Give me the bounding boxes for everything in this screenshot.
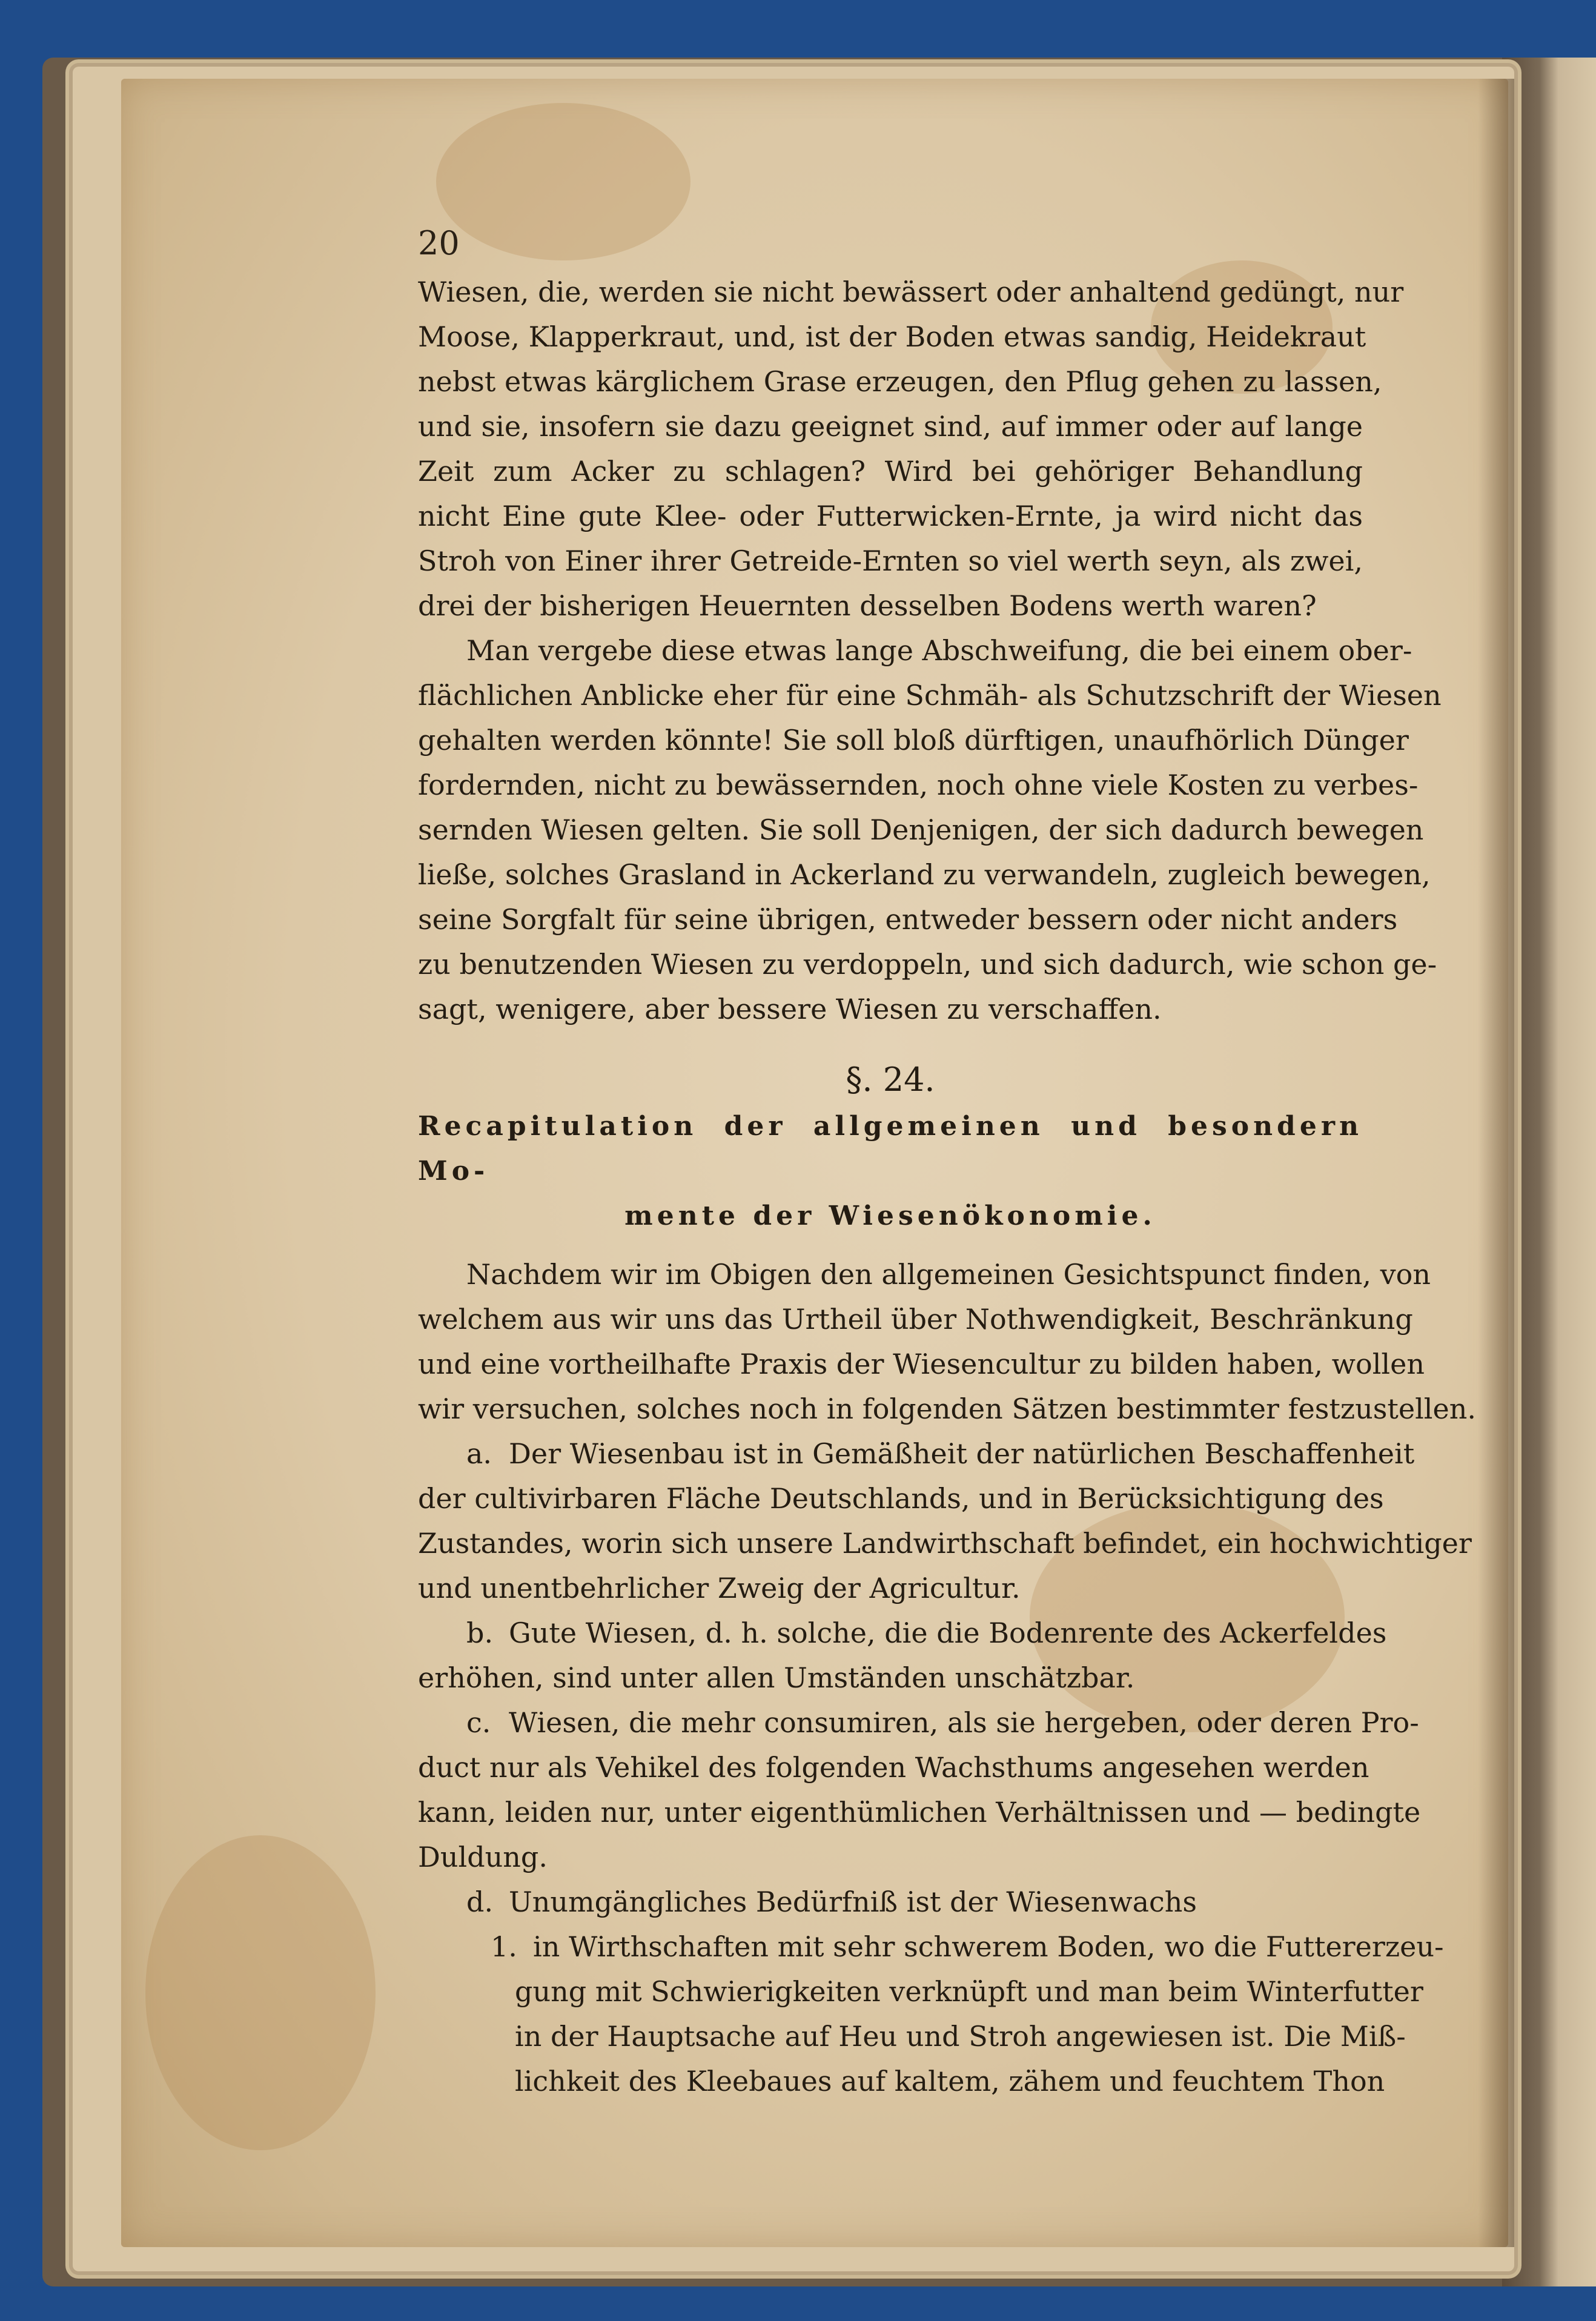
text-line: wir versuchen, solches noch in folgenden Sätzen bestimmter festzustellen. [418,1392,1476,1425]
text-line [418,1700,1419,1745]
list-text: Wiesen, die mehr consumiren, als sie hergeben, oder deren Pro- [509,1706,1419,1739]
list-item-d [418,1879,1363,1924]
text-line: und eine vortheilhafte Praxis der Wiesencultur zu bilden haben, wollen [418,1348,1425,1380]
list-text: Unumgängliches Bedürfniß ist der Wiesenwachs [509,1886,1197,1918]
text-line: lichkeit des Kleebaues auf kaltem, zähem und feuchtem Thon [515,2065,1385,2098]
foxing-stain [145,1835,376,2150]
text-line: erhöhen, sind unter allen Umständen unschätzbar. [418,1661,1135,1694]
foxing-stain [436,103,690,260]
text-line: duct nur als Vehikel des folgenden Wachsthums angesehen werden [418,1751,1369,1784]
page-number: 20 [418,224,460,262]
text-line [418,1879,1363,1924]
text-line: in der Hauptsache auf Heu und Stroh angewiesen ist. Die Miß- [515,2020,1406,2053]
text-line [418,1924,1444,1969]
text-line: nebst etwas kärglichem Grase erzeugen, den Pflug gehen zu lassen, [418,365,1382,398]
paragraph-continuation [418,270,1404,628]
list-label: d. [466,1886,494,1918]
list-text: Gute Wiesen, d. h. solche, die die Bodenrente des Ackerfeldes [509,1617,1387,1649]
text-line: Nachdem wir im Obigen den allgemeinen Gesichtspunct finden, von [466,1258,1431,1291]
text-line: fordernden, nicht zu bewässernden, noch ohne viele Kosten zu verbes- [418,769,1419,801]
text-line: nicht Eine gute Klee- oder Futterwicken-Ernte, ja wird nicht das [418,500,1363,532]
section-title: Recapitulation der allgemeinen und besondern Mo- [418,1111,1363,1187]
text-line: seine Sorgfalt für seine übrigen, entweder bessern oder nicht anders [418,903,1398,936]
text-line: gung mit Schwierigkeiten verknüpft und man beim Winterfutter [515,1975,1423,2008]
text-line: Zustandes, worin sich unsere Landwirthschaft befindet, ein hochwichtiger [418,1527,1472,1560]
text-line: gehalten werden könnte! Sie soll bloß dürftigen, unaufhörlich Dünger [418,724,1409,757]
list-label: 1. [491,1930,517,1963]
facing-page-edge [1502,58,1596,2286]
list-text: in Wirthschaften mit sehr schwerem Boden, wo die Futtererzeu- [533,1930,1444,1963]
text-line: ließe, solches Grasland in Ackerland zu verwandeln, zugleich bewegen, [418,858,1431,891]
paragraph-intro [418,1252,1476,1431]
text-line: Stroh von Einer ihrer Getreide-Ernten so viel werth seyn, als zwei, [418,545,1363,577]
list-item-c [418,1700,1421,1879]
text-line: drei der bisherigen Heuernten desselben Bodens werth waren? [418,589,1317,622]
paragraph-digression [418,628,1442,1031]
list-item-d-1 [418,1924,1444,2104]
text-line [418,1611,1387,1655]
text-line: Zeit zum Acker zu schlagen? Wird bei gehöriger Behandlung [418,455,1363,488]
text-line: der cultivirbaren Fläche Deutschlands, und in Berücksichtigung des [418,1482,1384,1515]
text-line: und unentbehrlicher Zweig der Agricultur. [418,1572,1021,1604]
text-line: Moose, Klapperkraut, und, ist der Boden etwas sandig, Heidekraut [418,320,1366,353]
list-text: Der Wiesenbau ist in Gemäßheit der natürlichen Beschaffenheit [509,1437,1415,1470]
list-label: b. [466,1617,494,1649]
text-line: welchem aus wir uns das Urtheil über Nothwendigkeit, Beschränkung [418,1303,1413,1336]
text-line: flächlichen Anblicke eher für eine Schmäh- als Schutzschrift der Wiesen [418,679,1442,712]
list-item-a [418,1431,1472,1611]
section-number: §. 24. [846,1061,935,1099]
text-line: Man vergebe diese etwas lange Abschweifung, die bei einem ober- [466,634,1412,667]
page-gutter-shadow [1478,79,1514,2247]
text-line: sernden Wiesen gelten. Sie soll Denjenigen, der sich dadurch bewegen [418,813,1424,846]
section-title-continued: mente der Wiesenökonomie. [624,1200,1156,1231]
list-label: c. [466,1706,491,1739]
text-line: kann, leiden nur, unter eigenthümlichen Verhältnissen und — bedingte [418,1796,1421,1829]
text-line: sagt, wenigere, aber bessere Wiesen zu verschaffen. [418,993,1162,1025]
text-line: zu benutzenden Wiesen zu verdoppeln, und sich dadurch, wie schon ge- [418,948,1437,981]
text-line: Wiesen, die, werden sie nicht bewässert oder anhaltend gedüngt, nur [418,276,1404,308]
page-text [418,270,1476,2104]
text-line [418,1431,1415,1476]
list-item-b [418,1611,1387,1700]
list-label: a. [466,1437,492,1470]
text-line: und sie, insofern sie dazu geeignet sind, auf immer oder auf lange [418,410,1363,443]
text-line: Duldung. [418,1841,548,1873]
